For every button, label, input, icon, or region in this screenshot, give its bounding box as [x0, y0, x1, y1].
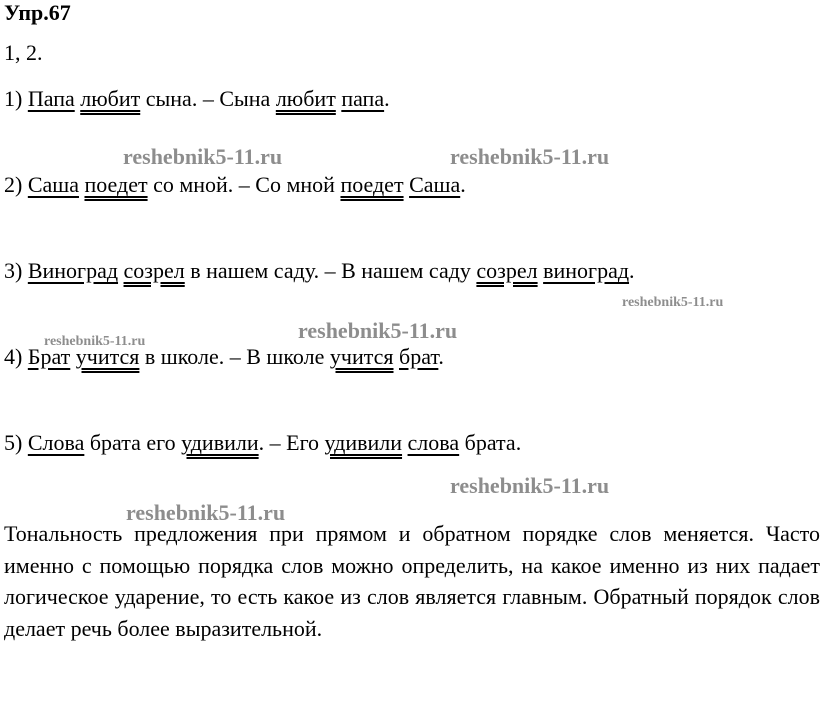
watermark: reshebnik5-11.ru [298, 318, 458, 343]
predicate-word: созрел [476, 258, 538, 283]
sentence-2 [4, 172, 466, 198]
subject-word: виноград [543, 258, 630, 283]
sentence-text: . [460, 172, 466, 197]
subject-word: Брат [27, 344, 71, 369]
predicate-word: учится [329, 344, 394, 369]
watermark: reshebnik5-11.ru [123, 144, 283, 169]
sentence-1 [4, 86, 390, 112]
sentence-text: брата. [459, 430, 522, 455]
sentence-3 [4, 258, 635, 284]
predicate-word: удивили [324, 430, 403, 455]
subject-word: Саша [27, 172, 79, 197]
sentence-text: . [384, 86, 390, 111]
sentence-text: сына. – Сына [140, 86, 276, 111]
predicate-word: поедет [84, 172, 148, 197]
sentence-text: 5) [4, 430, 28, 455]
watermark: reshebnik5-11.ru [126, 500, 286, 525]
predicate-word: поедет [340, 172, 404, 197]
watermark: reshebnik5-11.ru [450, 473, 610, 498]
sentence-text: . – Его [258, 430, 325, 455]
predicate-word: созрел [123, 258, 185, 283]
watermark: reshebnik5-11.ru [450, 144, 610, 169]
watermark: reshebnik5-11.ru [44, 334, 146, 349]
predicate-word: любит [275, 86, 336, 111]
exercise-title: Упр.67 [4, 0, 71, 25]
subject-word: Виноград [27, 258, 119, 283]
subject-word: Слова [27, 430, 85, 455]
predicate-word: учится [75, 344, 140, 369]
predicate-word: удивили [181, 430, 259, 455]
predicate-word: любит [80, 86, 141, 111]
subject-word: брат [399, 344, 439, 369]
sentence-text: в нашем саду. – В нашем саду [184, 258, 477, 283]
sentence-text: . [438, 344, 444, 369]
sentence-text: 3) [4, 258, 28, 283]
sentence-text: в школе. – В школе [139, 344, 330, 369]
sentence-text: . [629, 258, 635, 283]
sentence-text: со мной. – Со мной [147, 172, 341, 197]
sentence-text: 2) [4, 172, 28, 197]
subject-word: Саша [409, 172, 461, 197]
sentence-text: 4) [4, 344, 28, 369]
sentence-5 [4, 430, 521, 456]
task-numbers: 1, 2. [4, 40, 43, 65]
subject-word: папа [341, 86, 385, 111]
sentence-text: брата его [84, 430, 182, 455]
subject-word: слова [407, 430, 460, 455]
sentence-text: 1) [4, 86, 28, 111]
subject-word: Папа [27, 86, 75, 111]
conclusion-paragraph: Тональность предложения при прямом и обратном порядке слов меняется. Часто именно с помощью порядка слов можно определить, на какое именно из них падает логическое ударение, то есть какое из слов является главным. Обратный порядок слов делает речь более выразительной. [4, 521, 820, 641]
watermark: reshebnik5-11.ru [622, 295, 724, 310]
